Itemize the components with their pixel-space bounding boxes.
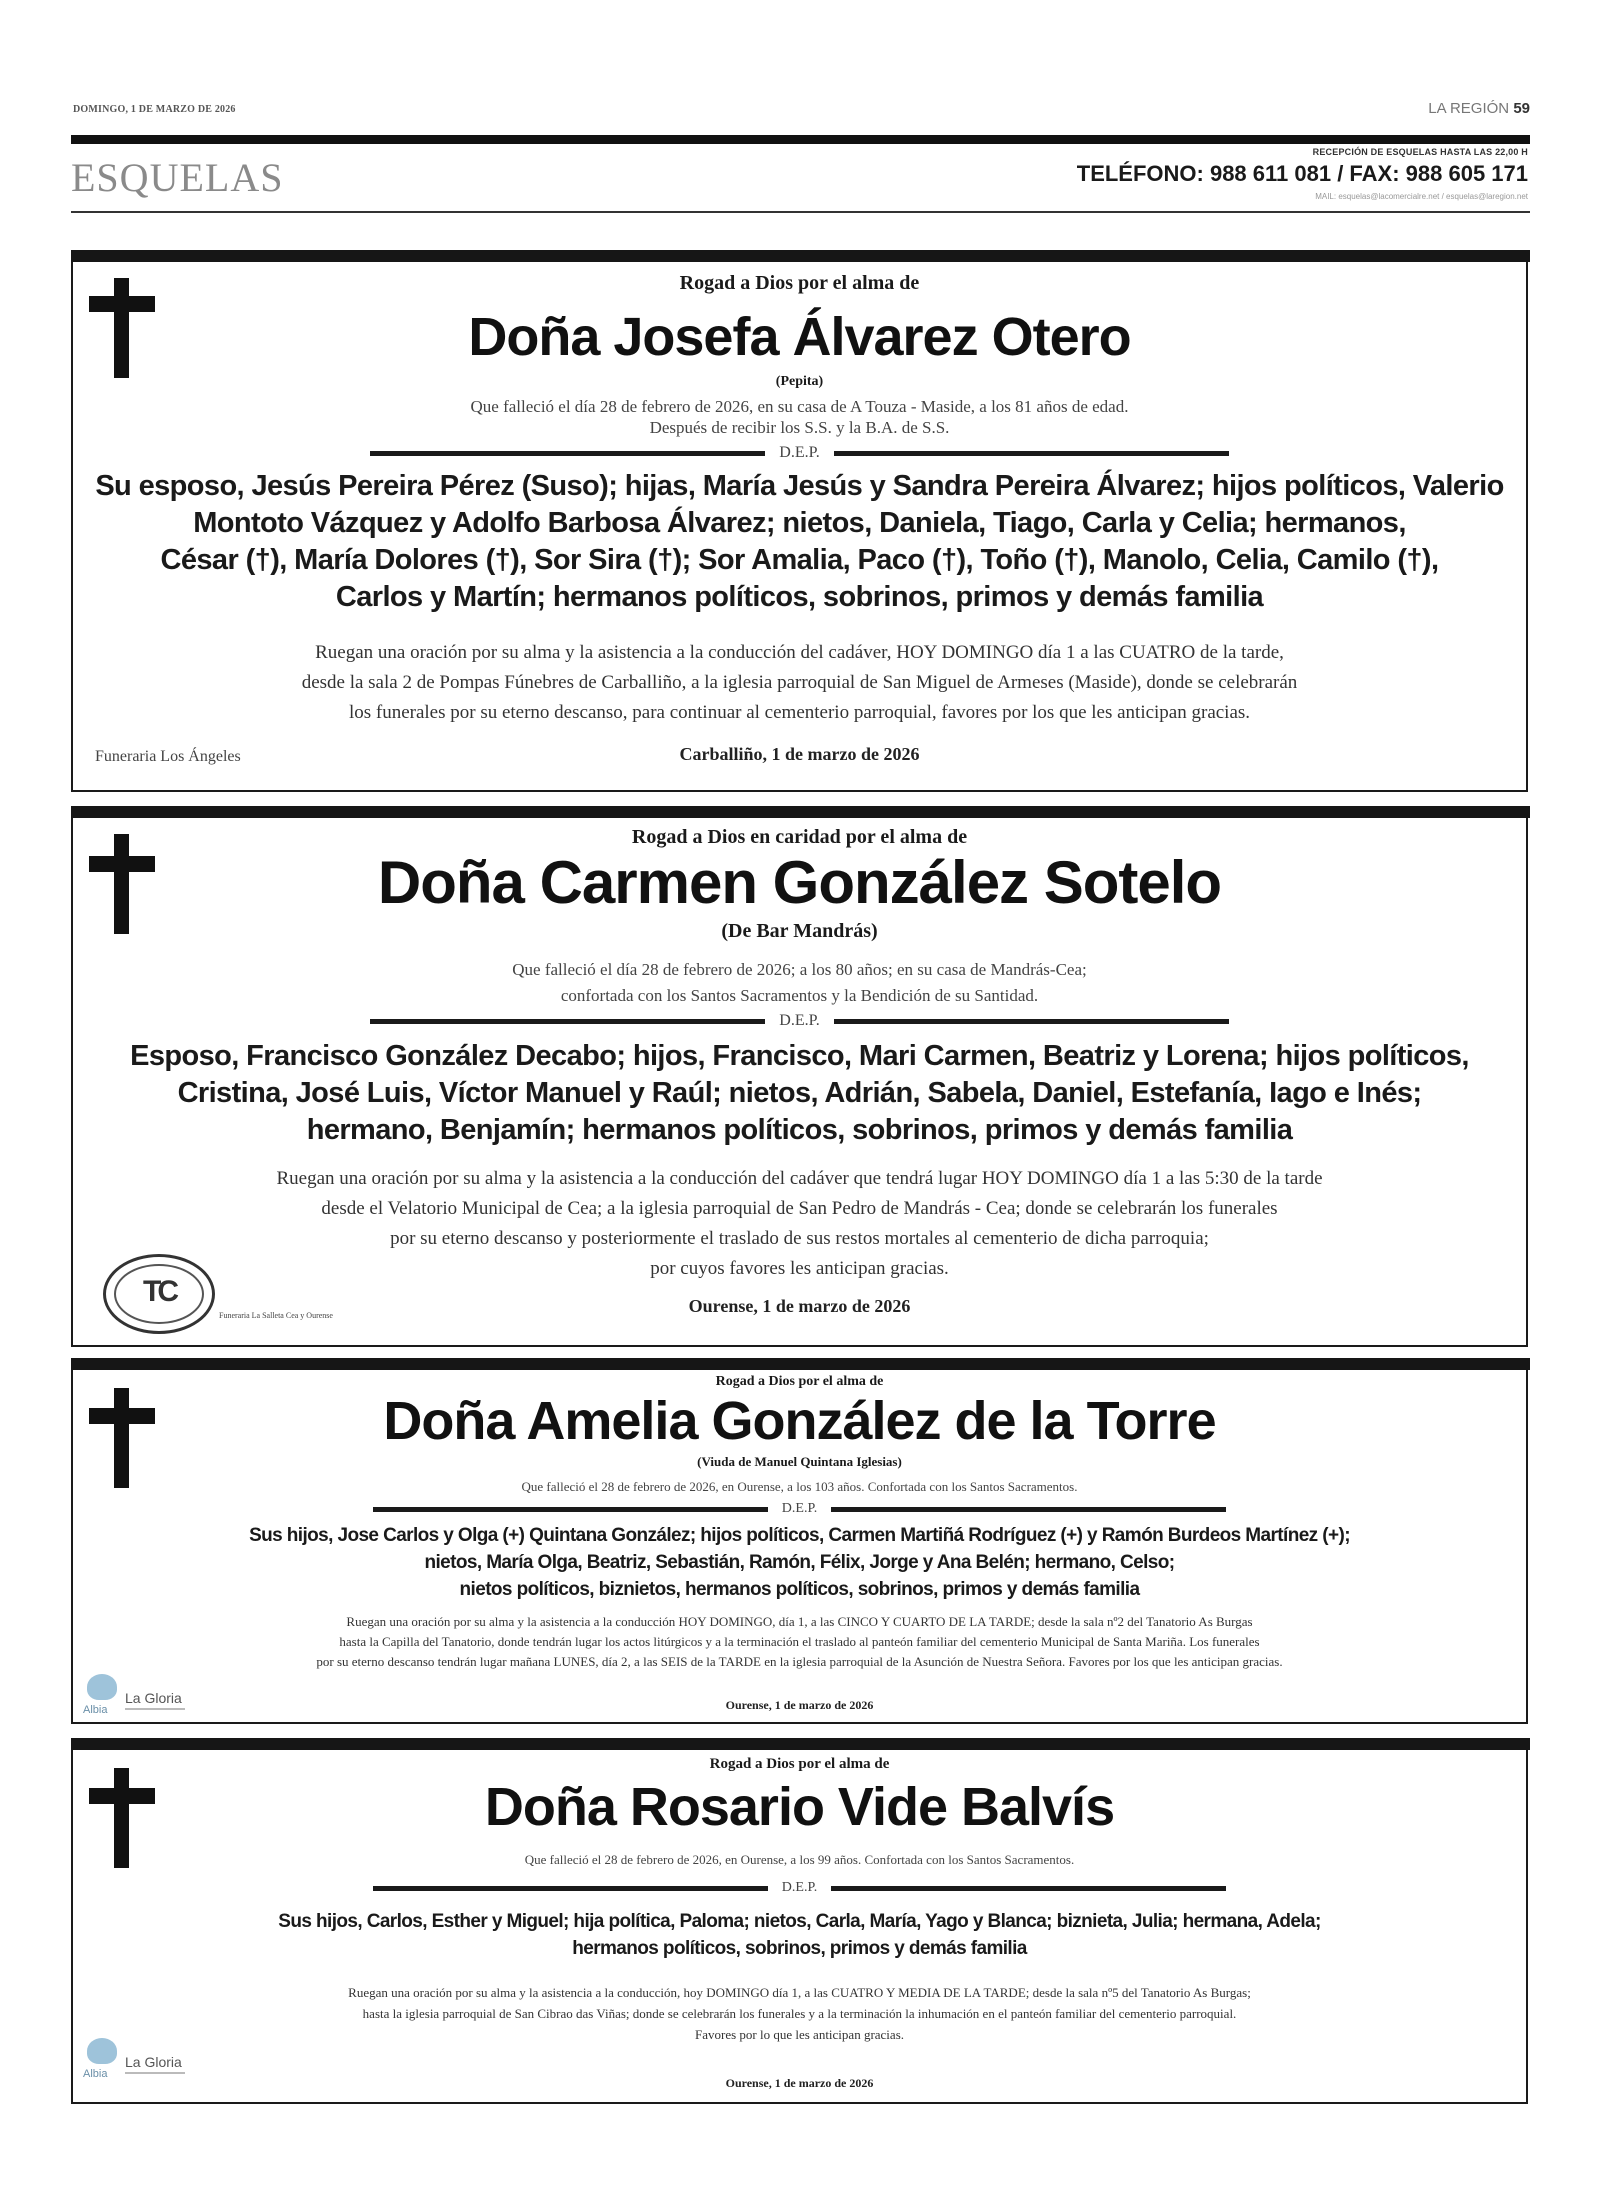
- place-date: Ourense, 1 de marzo de 2026: [688, 1296, 911, 1316]
- funeral-home: Funeraria Los Ángeles: [95, 748, 241, 765]
- family-line: Carlos y Martín; hermanos políticos, sobrinos, primos y demás familia: [335, 581, 1264, 613]
- family-line: hermanos políticos, sobrinos, primos y demás familia: [572, 1938, 1027, 1959]
- header-rule-thin: [71, 211, 1530, 213]
- family-list: [73, 468, 1526, 616]
- dep-label: D.E.P.: [779, 1012, 820, 1029]
- intro-text: Rogad a Dios por el alma de: [679, 272, 920, 294]
- prayer-text: [73, 1164, 1526, 1284]
- family-list: [73, 1522, 1526, 1603]
- prayer-line: los funerales por su eterno descanso, para continuar al cementerio parroquial, favores por los que les anticipan gracias.: [348, 702, 1251, 723]
- death-details: Que falleció el 28 de febrero de 2026, en Ourense, a los 99 años. Confortada con los Santos Sacramentos.: [524, 1852, 1075, 1867]
- family-line: Esposo, Francisco González Decabo; hijos, Francisco, Mari Carmen, Beatriz y Lorena; hijos políticos,: [130, 1040, 1469, 1072]
- logo-name: La Gloria: [125, 1690, 182, 1706]
- deceased-name: Doña Amelia González de la Torre: [383, 1391, 1216, 1451]
- obituary-card: [71, 1358, 1528, 1724]
- family-line: Sus hijos, Jose Carlos y Olga (+) Quintana González; hijos políticos, Carmen Martiñá Rodríguez (+) y Ramón Burdeos Martínez (+);: [249, 1525, 1350, 1546]
- family-list: [73, 1908, 1526, 1962]
- prayer-line: Ruegan una oración por su alma y la asistencia a la conducción HOY DOMINGO, día 1, a las CINCO Y CUARTO DE LA TARDE; desde la sala nº2 del Tanatorio As Burgas: [346, 1614, 1253, 1629]
- obituary-card: [71, 1738, 1528, 2104]
- prayer-line: desde el Velatorio Municipal de Cea; a la iglesia parroquial de San Pedro de Mandrás - Cea; donde se celebrarán los funerales: [321, 1198, 1278, 1219]
- albia-logo-icon: [87, 2038, 117, 2064]
- death-details: Que falleció el día 28 de febrero de 2026, en su casa de A Touza - Maside, a los 81 años de edad.: [470, 397, 1129, 416]
- logo-name: La Gloria: [125, 2054, 182, 2070]
- nickname: (De Bar Mandrás): [721, 920, 878, 942]
- prayer-text: [73, 1612, 1526, 1672]
- dep-divider: [73, 1880, 1526, 1896]
- obituary-card: [71, 250, 1528, 792]
- prayer-line: por su eterno descanso y posteriormente el traslado de sus restos mortales al cementerio de dicha parroquia;: [390, 1228, 1209, 1249]
- death-details-2: confortada con los Santos Sacramentos y la Bendición de su Santidad.: [560, 986, 1039, 1005]
- nickname: (Viuda de Manuel Quintana Iglesias): [697, 1454, 902, 1469]
- family-line: nietos políticos, biznietos, hermanos políticos, sobrinos, primos y demás familia: [459, 1579, 1140, 1600]
- family-line: Sus hijos, Carlos, Esther y Miguel; hija política, Paloma; nietos, Carla, María, Yago y Blanca; biznieta, Julia; hermana, Adela;: [278, 1911, 1321, 1932]
- card-top-bar: [71, 1358, 1530, 1370]
- issue-date: DOMINGO, 1 DE MARZO DE 2026: [73, 104, 236, 115]
- intro-text: Rogad a Dios en caridad por el alma de: [631, 826, 968, 848]
- logo-mark: TC: [143, 1275, 175, 1308]
- deceased-name: Doña Josefa Álvarez Otero: [468, 307, 1131, 367]
- card-top-bar: [71, 250, 1530, 262]
- family-line: Montoto Vázquez y Adolfo Barbosa Álvarez; nietos, Daniela, Tiago, Carla y Celia; hermanos,: [193, 507, 1406, 539]
- header-rule-thick: [71, 135, 1530, 144]
- paper-name: LA REGIÓN: [1428, 100, 1510, 117]
- reception-hours: RECEPCIÓN DE ESQUELAS HASTA LAS 22,00 H: [1312, 147, 1528, 157]
- prayer-line: hasta la Capilla del Tanatorio, donde tendrán lugar los actos litúrgicos y a la terminación el traslado al panteón familiar del cementerio Municipal de Santa Mariña. Los funerales: [339, 1634, 1260, 1649]
- intro-text: Rogad a Dios por el alma de: [709, 1756, 890, 1772]
- death-details: Que falleció el 28 de febrero de 2026, en Ourense, a los 103 años. Confortada con los Santos Sacramentos.: [521, 1479, 1078, 1494]
- card-top-bar: [71, 806, 1530, 818]
- prayer-line: por cuyos favores les anticipan gracias.: [650, 1258, 949, 1279]
- contact-phone-fax: TELÉFONO: 988 611 081 / FAX: 988 605 171: [1076, 161, 1528, 186]
- dep-label: D.E.P.: [781, 1501, 818, 1516]
- family-line: Su esposo, Jesús Pereira Pérez (Suso); hijas, María Jesús y Sandra Pereira Álvarez; hijos políticos, Valerio: [95, 470, 1504, 502]
- prayer-text: [73, 1982, 1526, 2045]
- prayer-line: Ruegan una oración por su alma y la asistencia a la conducción, hoy DOMINGO día 1, a las CUATRO Y MEDIA DE LA TARDE; desde la sala nº5 del Tanatorio As Burgas;: [348, 1985, 1251, 2000]
- family-line: nietos, María Olga, Beatriz, Sebastián, Ramón, Félix, Jorge y Ana Belén; hermano, Celso;: [424, 1552, 1175, 1573]
- family-line: Cristina, José Luis, Víctor Manuel y Raúl; nietos, Adrián, Sabela, Daniel, Estefanía, Iago e Inés;: [177, 1077, 1422, 1109]
- logo-brand: Albia: [83, 2068, 108, 2080]
- prayer-line: Favores por lo que les anticipan gracias.: [694, 2027, 904, 2042]
- deceased-name: Doña Rosario Vide Balvís: [484, 1777, 1115, 1837]
- family-list: [73, 1038, 1526, 1149]
- card-top-bar: [71, 1738, 1530, 1750]
- dep-divider: [73, 1012, 1526, 1030]
- funeral-home-logo: [103, 1254, 215, 1334]
- family-line: César (†), María Dolores (†), Sor Sira (†); Sor Amalia, Paco (†), Toño (†), Manolo, Celia, Camilo (†),: [160, 544, 1439, 576]
- prayer-line: hasta la iglesia parroquial de San Cibrao das Viñas; donde se celebrarán los funerales y a la terminación la inhumación en el panteón familiar del cementerio parroquial.: [362, 2006, 1237, 2021]
- place-date: Ourense, 1 de marzo de 2026: [725, 1698, 874, 1712]
- prayer-line: desde la sala 2 de Pompas Fúnebres de Carballiño, a la iglesia parroquial de San Miguel de Armeses (Maside), donde se celebrarán: [301, 672, 1298, 693]
- dep-divider: [73, 444, 1526, 462]
- contact-email: MAIL: esquelas@lacomercialre.net / esquelas@laregion.net: [1315, 192, 1528, 201]
- deceased-name: Doña Carmen González Sotelo: [377, 849, 1222, 916]
- page-number: 59: [1513, 100, 1530, 117]
- prayer-line: por su eterno descanso tendrán lugar mañana LUNES, día 2, a las SEIS de la TARDE en la iglesia parroquial de la Asunción de Nuestra Señora. Favores por los que les anticipan gracias.: [316, 1654, 1283, 1669]
- logo-brand: Albia: [83, 1704, 108, 1716]
- place-date: Ourense, 1 de marzo de 2026: [725, 2076, 874, 2090]
- prayer-line: Ruegan una oración por su alma y la asistencia a la conducción del cadáver, HOY DOMINGO día 1 a las CUATRO de la tarde,: [315, 642, 1284, 663]
- prayer-text: [73, 638, 1526, 728]
- dep-divider: [73, 1501, 1526, 1517]
- paper-name-page: [1428, 100, 1530, 117]
- section-title: ESQUELAS: [71, 155, 284, 200]
- albia-logo-icon: [87, 1674, 117, 1700]
- obituary-card: [71, 806, 1528, 1347]
- dep-label: D.E.P.: [781, 1880, 818, 1895]
- funeral-home: Funeraria La Salleta Cea y Ourense: [219, 1311, 333, 1320]
- dep-label: D.E.P.: [779, 444, 820, 461]
- death-details-2: Después de recibir los S.S. y la B.A. de S.S.: [649, 418, 950, 437]
- death-details: Que falleció el día 28 de febrero de 2026; a los 80 años; en su casa de Mandrás-Cea;: [512, 960, 1087, 979]
- intro-text: Rogad a Dios por el alma de: [715, 1374, 884, 1389]
- prayer-line: Ruegan una oración por su alma y la asistencia a la conducción del cadáver que tendrá lugar HOY DOMINGO día 1 a las 5:30 de la tarde: [276, 1168, 1323, 1189]
- family-line: hermano, Benjamín; hermanos políticos, sobrinos, primos y demás familia: [306, 1114, 1293, 1146]
- place-date: Carballiño, 1 de marzo de 2026: [679, 744, 920, 764]
- nickname: (Pepita): [775, 374, 824, 389]
